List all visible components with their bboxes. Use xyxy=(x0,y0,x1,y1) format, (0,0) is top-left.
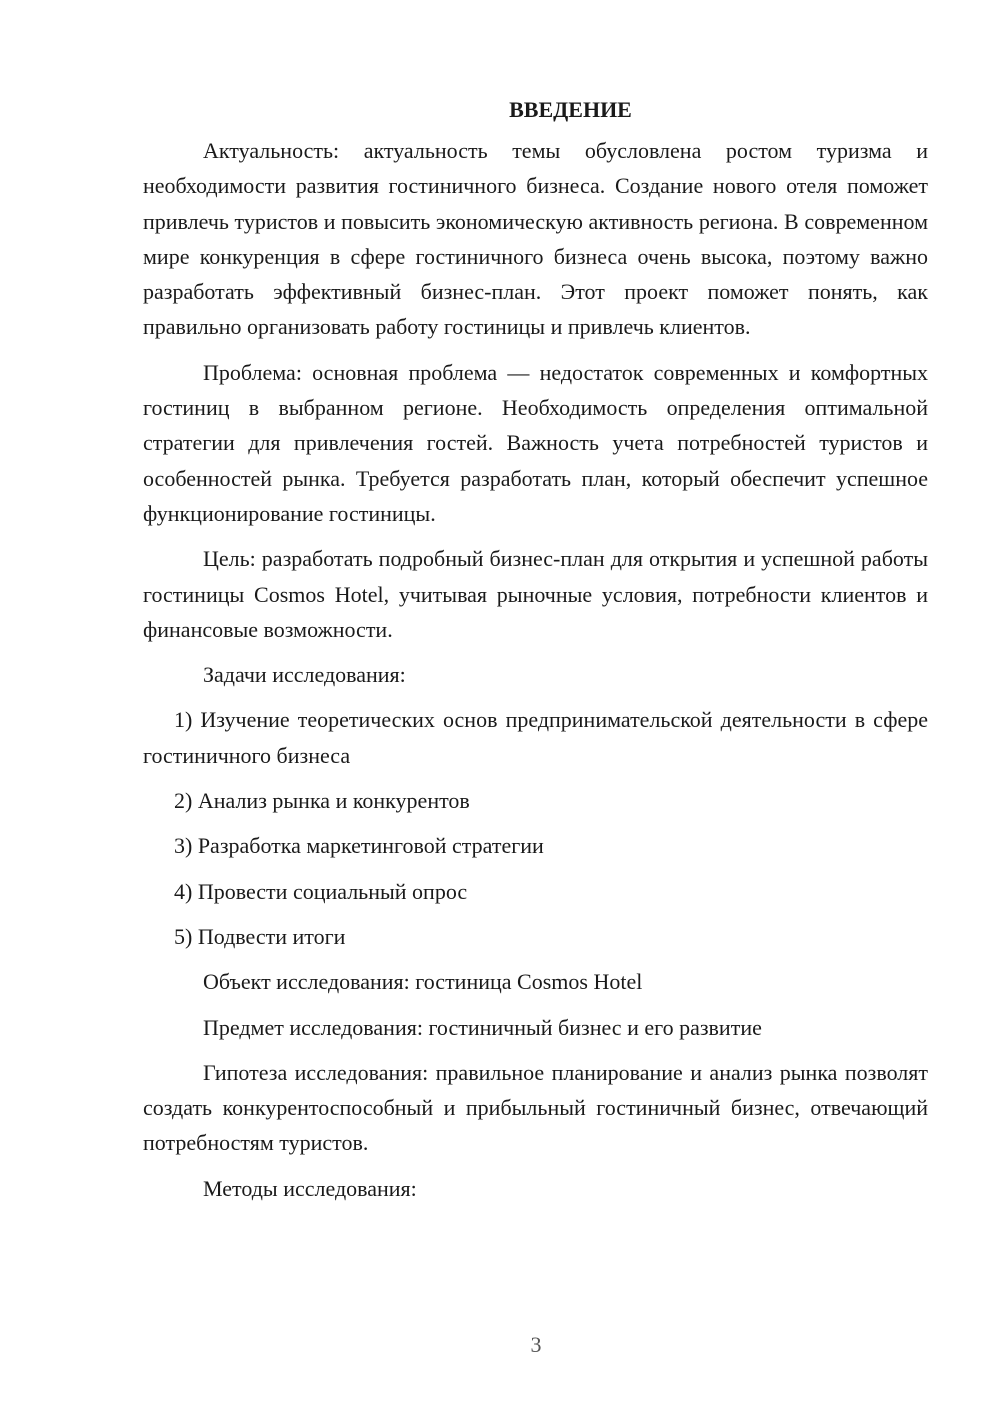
section-title: ВВЕДЕНИЕ xyxy=(509,97,632,122)
task-item-3: 3) Разработка маркетинговой стратегии xyxy=(174,833,544,859)
paragraph-tasks-heading: Задачи исследования: xyxy=(203,662,406,688)
task-item-4: 4) Провести социальный опрос xyxy=(174,878,468,904)
page-number: 3 xyxy=(530,1332,542,1357)
paragraph-relevance: Актуальность: актуальность темы обусловлена ростом туризма и необходимости развития гостиничного бизнеса. Создание нового отеля поможет привлечь туристов и повысить экономическую активность региона. В современном мире конкуренция в сфере гостиничного бизнеса очень высока, поэтому важно разработать эффективный бизнес-план. Этот проект поможет понять, как правильно организовать работу гостиницы и привлечь клиентов. xyxy=(143,138,928,340)
paragraph-object: Объект исследования: гостиница Cosmos Hotel xyxy=(203,969,643,995)
paragraph-methods: Методы исследования: xyxy=(203,1175,417,1201)
paragraph-problem: Проблема: основная проблема — недостаток современных и комфортных гостиниц в выбранном регионе. Необходимость определения оптимальной стратегии для привлечения гостей. Важность учета потребностей туристов и особенностей рынка. Требуется разработать план, который обеспечит успешное функционирование гостиницы. xyxy=(143,359,928,526)
task-item-1: 1) Изучение теоретических основ предпринимательской деятельности в сфере гостиничного бизнеса xyxy=(143,707,928,768)
paragraph-hypothesis: Гипотеза исследования: правильное планирование и анализ рынка позволят создать конкурентоспособный и прибыльный гостиничный бизнес, отвечающий потребностям туристов. xyxy=(143,1059,928,1156)
paragraph-goal: Цель: разработать подробный бизнес-план для открытия и успешной работы гостиницы Cosmos Hotel, учитывая рыночные условия, потребности клиентов и финансовые возможности. xyxy=(143,546,928,642)
document-page xyxy=(143,92,928,1216)
paragraph-subject: Предмет исследования: гостиничный бизнес и его развитие xyxy=(203,1014,762,1040)
task-item-5: 5) Подвести итоги xyxy=(174,923,346,949)
task-item-2: 2) Анализ рынка и конкурентов xyxy=(174,788,470,814)
